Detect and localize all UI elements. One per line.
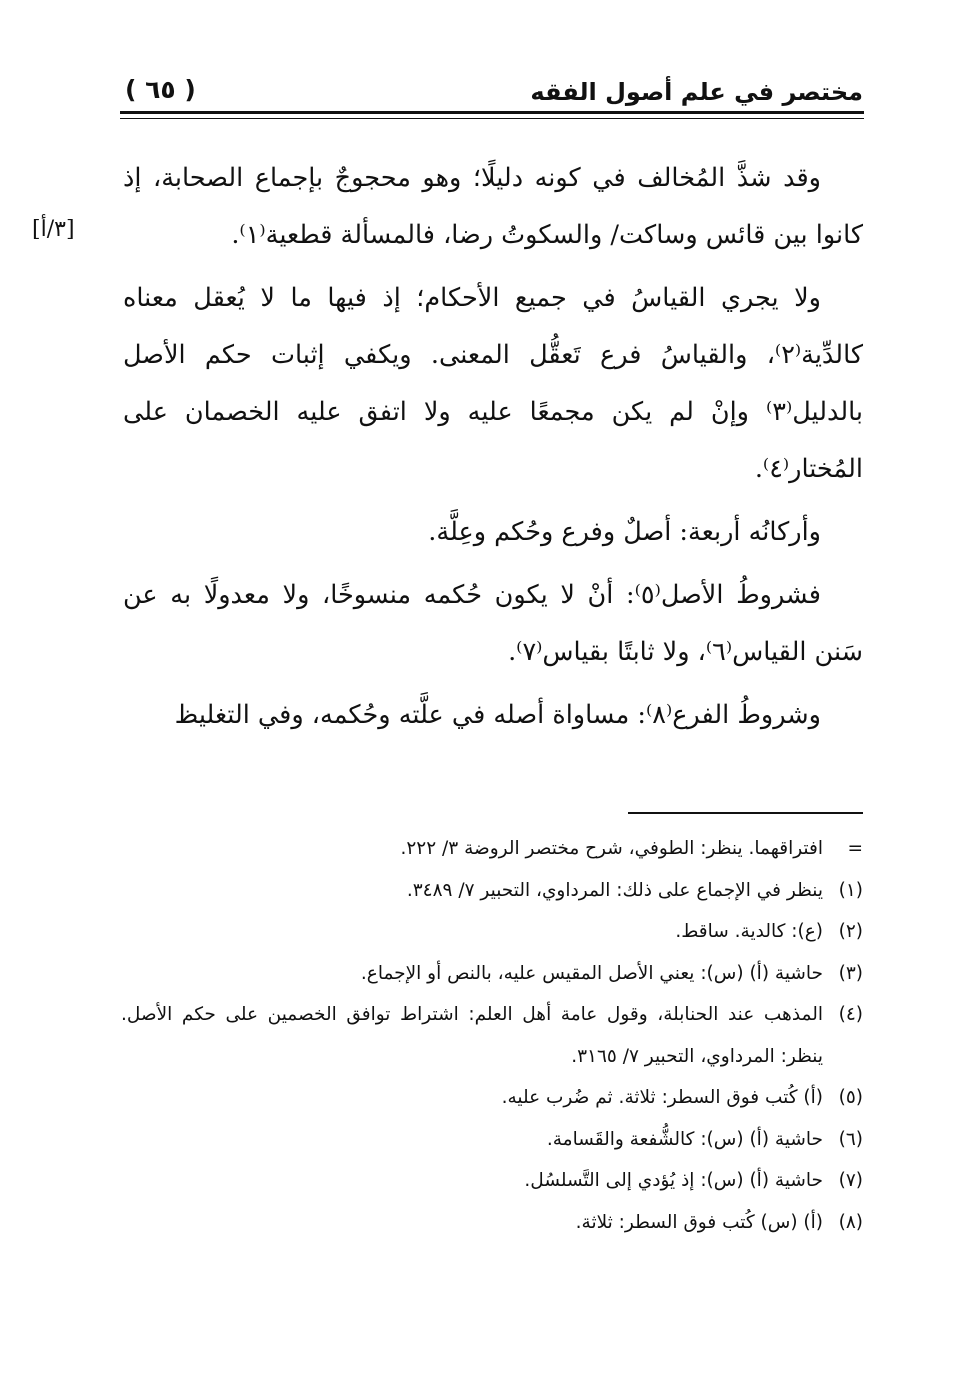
footnote-mark: (١) — [838, 879, 863, 901]
footnote-text: ينظر في الإجماع على ذلك: المرداوي، التحبير ٧/ ٣٤٨٩. — [406, 879, 823, 901]
footnote — [121, 1119, 863, 1161]
paragraph: وقد شذَّ المُخالف في كونه دليلًا؛ وهو محجوجٌ بإجماع الصحابة، إذ كانوا بين قائس وساكت/ والسكوتُ رضا، فالمسألة قطعية⁽١⁾. — [123, 163, 863, 250]
header-rule-thin — [120, 118, 864, 119]
footnote — [121, 1160, 863, 1202]
footnote-mark: (٧) — [838, 1170, 863, 1191]
footnote-text: (ع): كالدية. ساقط. — [675, 921, 823, 942]
header-rule-thick — [120, 111, 864, 114]
footnote — [121, 870, 863, 912]
main-text — [123, 150, 863, 744]
footnote — [121, 1202, 863, 1244]
footnote — [121, 828, 863, 870]
manuscript-folio-marker: [٣/أ] — [32, 217, 75, 242]
footnote-text: افتراقهما. ينظر: الطوفي، شرح مختصر الروضة ٣/ ٢٢٢. — [400, 838, 823, 859]
page-number: ( ٦٥ ) — [125, 75, 196, 104]
footnote — [121, 1077, 863, 1119]
footnote — [121, 911, 863, 953]
footnote-mark: (٢) — [838, 921, 863, 942]
footnote-mark: (٣) — [838, 962, 863, 984]
footnote-mark: = — [847, 838, 863, 859]
paragraph: وشروطُ الفرع⁽٨⁾: مساواة أصله في علَّته وحُكمه، وفي التغليظ — [174, 700, 821, 730]
footnote-mark: (٨) — [838, 1211, 863, 1233]
paragraph: وأركانُه أربعة: أصلٌ وفرع وحُكم وعِلَّة. — [428, 517, 821, 547]
footnote-separator — [628, 812, 863, 814]
footnote-text: حاشية (أ) (س): يعني الأصل المقيس عليه، بالنص أو الإجماع. — [360, 962, 823, 984]
running-header-title: مختصر في علم أصول الفقه — [530, 78, 863, 106]
footnote-text: (أ) كُتب فوق السطر: ثلاثة. ثم ضُرب عليه. — [501, 1087, 823, 1108]
footnotes — [121, 828, 863, 1243]
footnote-text: المذهب عند الحنابلة، وقول عامة أهل العلم: اشتراط توافق الخصمين على حكم الأصل. ينظر: المرداوي، التحبير ٧/ ٣١٦٥. — [121, 1004, 823, 1067]
footnote-mark: (٦) — [838, 1128, 863, 1150]
footnote-text: حاشية (أ) (س): إذ يُؤدي إلى التَّسلسُل. — [524, 1170, 823, 1191]
footnote-mark: (٤) — [838, 1004, 863, 1025]
footnote-mark: (٥) — [838, 1087, 863, 1108]
footnote-text: (أ) (س) كُتب فوق السطر: ثلاثة. — [575, 1211, 823, 1233]
paragraph: فشروطُ الأصل⁽٥⁾: أنْ لا يكون حُكمه منسوخًا، ولا معدولًا به عن سَنن القياس⁽٦⁾، ولا ثابتًا بقياس⁽٧⁾. — [123, 580, 863, 667]
footnote — [121, 953, 863, 995]
footnote-text: حاشية (أ) (س): كالشُّفعة والقَسامة. — [546, 1128, 823, 1150]
footnote — [121, 994, 863, 1077]
paragraph: ولا يجري القياسُ في جميع الأحكام؛ إذ فيها ما لا يُعقل معناه كالدِّية⁽٢⁾، والقياسُ فرع تَعقُّل المعنى. ويكفي إثبات حكم الأصل بالدليل⁽٣⁾ وإنْ لم يكن مجمعًا عليه ولا اتفق عليه الخصمان على المُختار⁽٤⁾. — [123, 283, 863, 484]
